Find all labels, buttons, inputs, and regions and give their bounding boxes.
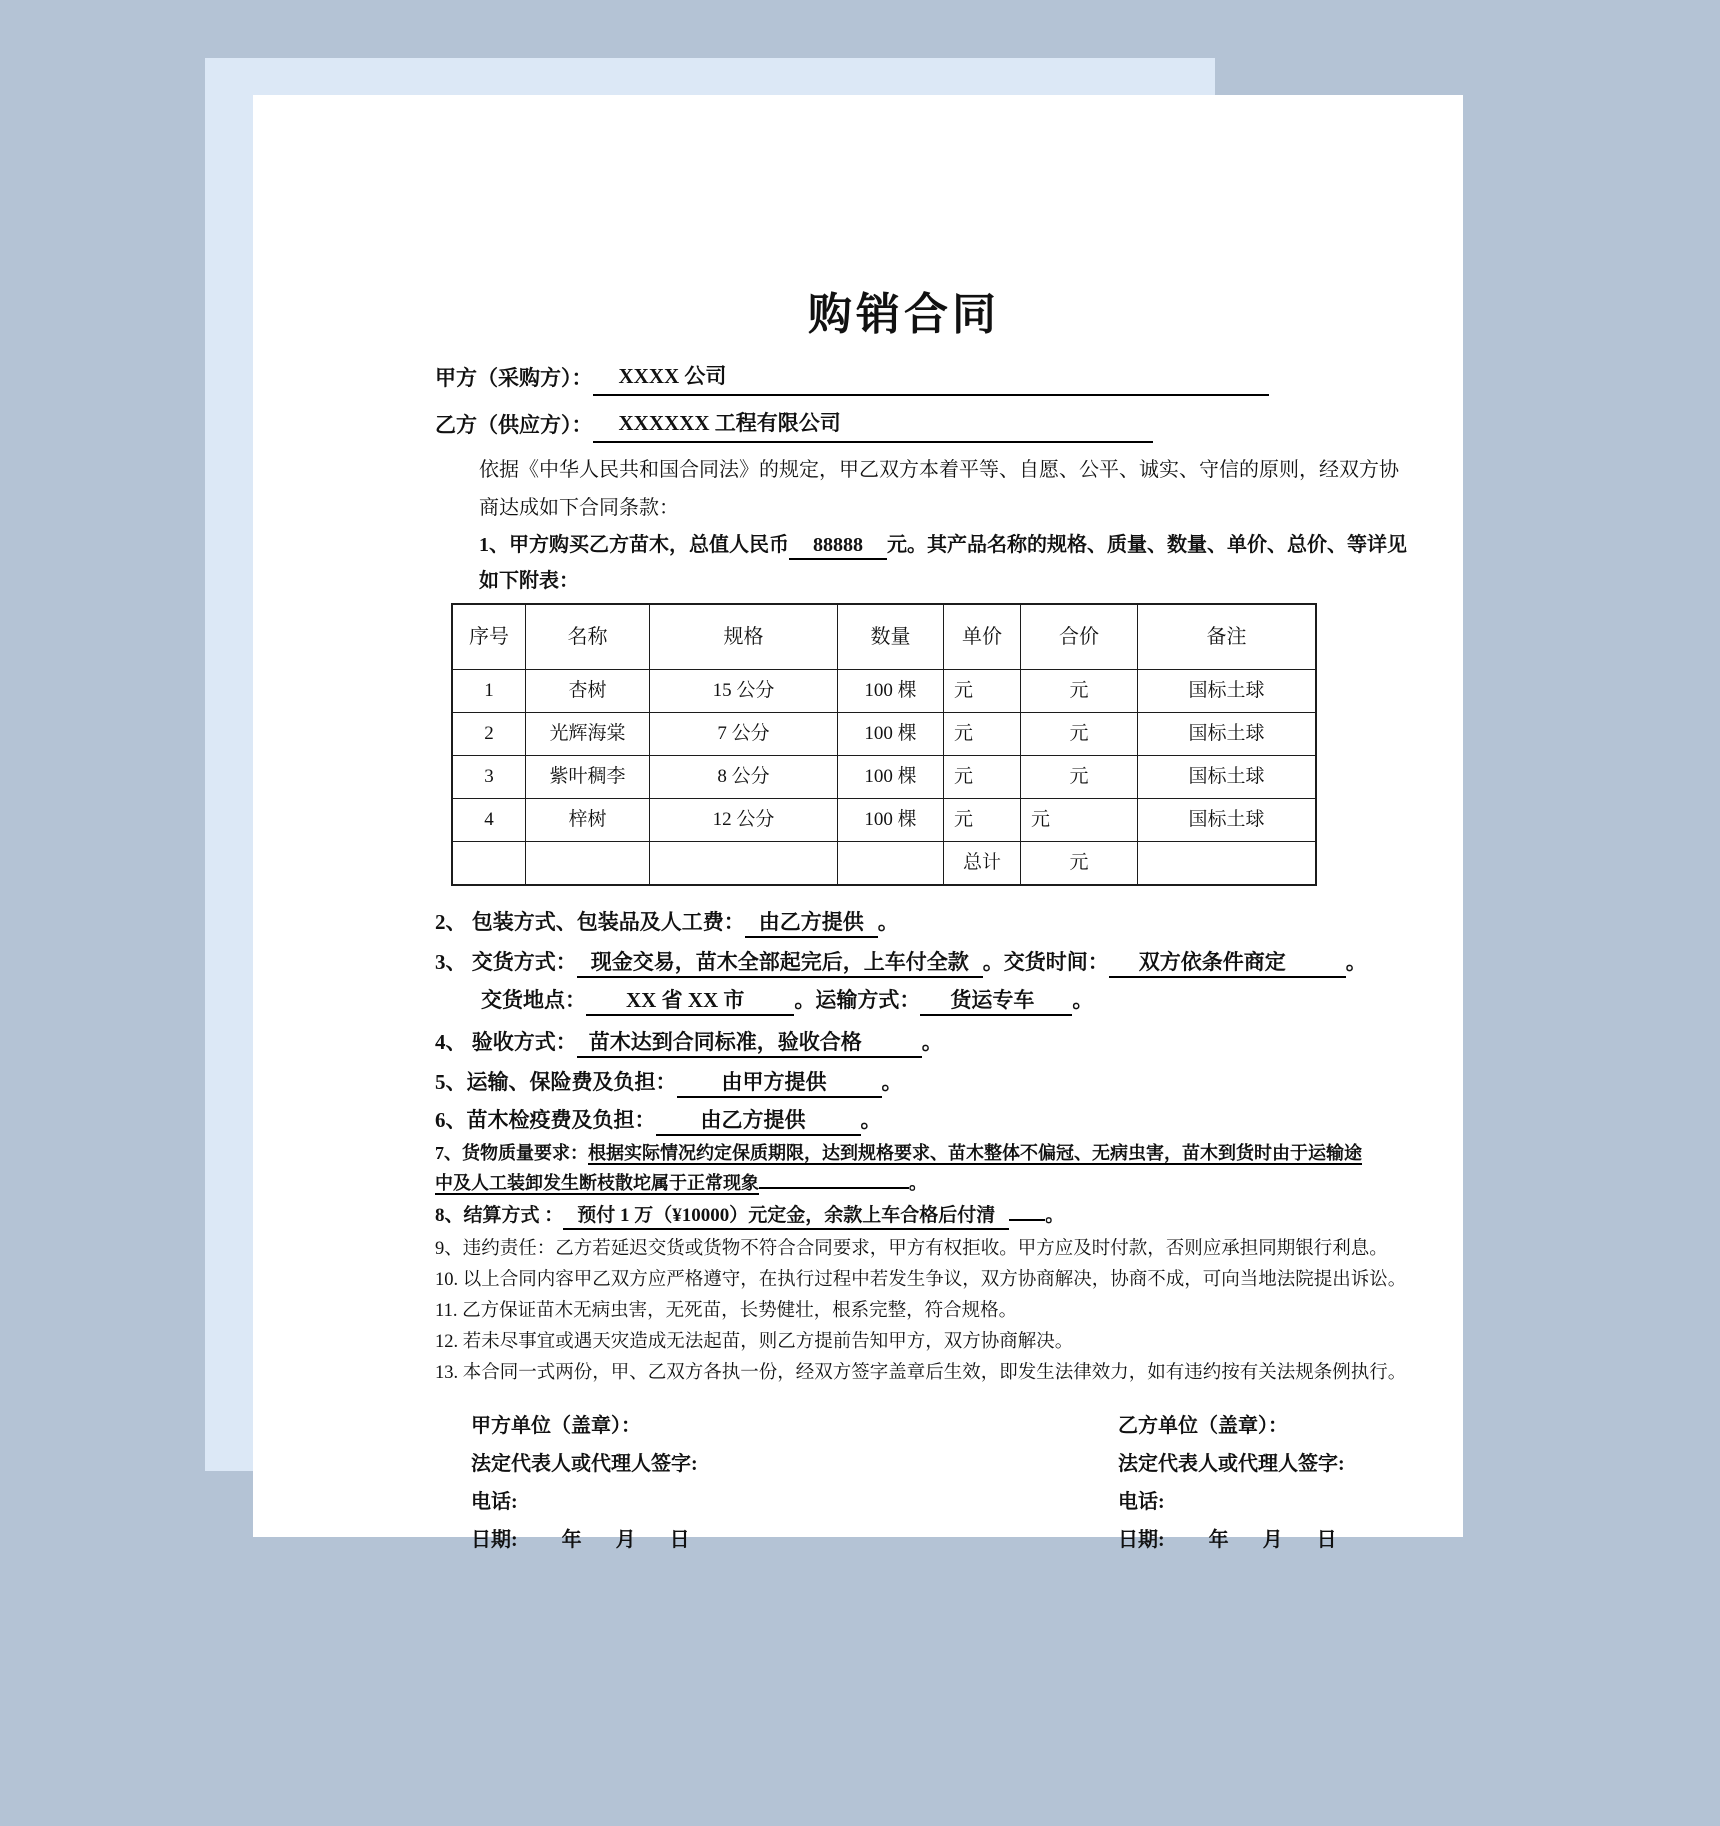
cell-index <box>452 842 526 886</box>
cell-name: 紫叶稠李 <box>526 756 650 799</box>
clause-6: 6、苗木检疫费及负担： 由乙方提供 。 <box>435 1106 1373 1134</box>
cell-quantity: 100 棵 <box>838 670 944 713</box>
products-table <box>451 603 1317 886</box>
party-a-label: 甲方（采购方）： <box>435 366 593 390</box>
settlement-value: 预付 1 万（¥10000）元定金，余款上车合格后付清 <box>563 1205 1009 1230</box>
contract-page <box>253 95 1463 1551</box>
header-total-price: 合价 <box>1021 604 1138 670</box>
cell-total-price: 元 <box>1021 842 1138 886</box>
cell-total-price: 元 <box>1021 670 1138 713</box>
party-a-line <box>435 360 1373 396</box>
intro-paragraph: 依据《中华人民共和国合同法》的规定，甲乙双方本着平等、自愿、公平、诚实、守信的原则，经双方协商达成如下合同条款： <box>479 459 1399 519</box>
party-b-sign-label: 法定代表人或代理人签字: <box>1118 1453 1345 1475</box>
acceptance-value: 苗木达到合同标准，验收合格 <box>577 1030 922 1058</box>
clause-3: 3、 交货方式： 现金交易，苗木全部起完后，上车付全款 。交货时间： 双方依条件商定 。 <box>435 948 1373 976</box>
cell-index: 3 <box>452 756 526 799</box>
clause-7: 7、货物质量要求：根据实际情况约定保质期限，达到规格要求、苗木整体不偏冠、无病虫害，苗木到货时由于运输途中及人工装卸发生断枝散坨属于正常现象 。 <box>435 1143 1362 1193</box>
clause-8: 8、结算方式 ： 预付 1 万（¥10000）元定金，余款上车合格后付清 。 <box>435 1202 1373 1230</box>
party-b-line <box>435 407 1373 443</box>
cell-name <box>526 842 650 886</box>
cell-index: 2 <box>452 713 526 756</box>
cell-remark: 国标土球 <box>1138 799 1317 842</box>
cell-name: 光辉海棠 <box>526 713 650 756</box>
cell-unit-price: 元 <box>944 713 1021 756</box>
year-label: 年 <box>561 1529 582 1551</box>
header-unit-price: 单价 <box>944 604 1021 670</box>
party-a-sign-label: 法定代表人或代理人签字: <box>471 1453 698 1475</box>
signature-block <box>435 1416 1373 1568</box>
cell-quantity: 100 棵 <box>838 713 944 756</box>
clause-10: 10. 以上合同内容甲乙双方应严格遵守，在执行过程中若发生争议，双方协商解决，协商不成，可向当地法院提出诉讼。 <box>435 1270 1407 1290</box>
delivery-place-value: XX 省 XX 市 <box>586 988 794 1016</box>
cell-index: 1 <box>452 670 526 713</box>
day-label: 日 <box>669 1529 690 1551</box>
cell-remark: 国标土球 <box>1138 670 1317 713</box>
header-index: 序号 <box>452 604 526 670</box>
cell-spec: 7 公分 <box>650 713 838 756</box>
party-b-seal-label: 乙方单位（盖章）： <box>1118 1415 1288 1437</box>
party-b-value: XXXXXX 工程有限公司 <box>593 407 1153 443</box>
clause-13: 13. 本合同一式两份，甲、乙双方各执一份，经双方签字盖章后生效，即发生法律效力，如有违约按有关法规条例执行。 <box>435 1363 1407 1383</box>
clause-3-line2: 交货地点： XX 省 XX 市 。运输方式： 货运专车 。 <box>481 986 1373 1014</box>
header-quantity: 数量 <box>838 604 944 670</box>
cell-spec <box>650 842 838 886</box>
cell-total-price: 元 <box>1021 799 1138 842</box>
party-b-label: 乙方（供应方）： <box>435 413 593 437</box>
table-row <box>452 713 1316 756</box>
party-a-signature-column <box>435 1416 1118 1568</box>
cell-spec: 15 公分 <box>650 670 838 713</box>
underline-extension <box>759 1187 909 1189</box>
cell-total-label: 总计 <box>944 842 1021 886</box>
month-label: 月 <box>615 1529 636 1551</box>
party-b-signature-column <box>1118 1416 1373 1568</box>
cell-total-price: 元 <box>1021 756 1138 799</box>
party-a-value: XXXX 公司 <box>593 360 1269 396</box>
table-row <box>452 670 1316 713</box>
party-a-phone-label: 电话: <box>471 1491 518 1513</box>
cell-unit-price: 元 <box>944 756 1021 799</box>
cell-unit-price: 元 <box>944 799 1021 842</box>
table-row <box>452 756 1316 799</box>
table-row <box>452 799 1316 842</box>
cell-name: 杏树 <box>526 670 650 713</box>
delivery-method-value: 现金交易，苗木全部起完后，上车付全款 <box>577 950 983 978</box>
cell-index: 4 <box>452 799 526 842</box>
cell-unit-price: 元 <box>944 670 1021 713</box>
clause-2: 2、 包装方式、包装品及人工费： 由乙方提供 。 <box>435 908 1373 936</box>
cell-quantity <box>838 842 944 886</box>
party-b-date-line: 日期: 年 月 日 <box>1118 1529 1337 1551</box>
transport-method-value: 货运专车 <box>920 988 1072 1016</box>
contract-title: 购销合同 <box>808 290 1000 339</box>
clause-5: 5、运输、保险费及负担： 由甲方提供 。 <box>435 1068 1373 1096</box>
clause-1-prefix: 1、甲方购买乙方苗木，总值人民币 <box>479 534 789 556</box>
cell-remark: 国标土球 <box>1138 713 1317 756</box>
contract-amount: 88888 <box>789 534 887 560</box>
cell-quantity: 100 棵 <box>838 756 944 799</box>
quarantine-value: 由乙方提供 <box>656 1108 861 1136</box>
party-a-seal-label: 甲方单位（盖章）： <box>471 1415 641 1437</box>
cell-spec: 12 公分 <box>650 799 838 842</box>
day-label: 日 <box>1316 1529 1337 1551</box>
cell-name: 梓树 <box>526 799 650 842</box>
delivery-time-value: 双方依条件商定 <box>1109 950 1346 978</box>
cell-remark: 国标土球 <box>1138 756 1317 799</box>
party-b-phone-label: 电话: <box>1118 1491 1165 1513</box>
clause-11: 11. 乙方保证苗木无病虫害，无死苗，长势健壮，根系完整，符合规格。 <box>435 1301 1018 1321</box>
cell-quantity: 100 棵 <box>838 799 944 842</box>
clause-12: 12. 若未尽事宜或遇天灾造成无法起苗，则乙方提前告知甲方，双方协商解决。 <box>435 1332 1074 1352</box>
contract-content <box>253 95 1463 1568</box>
year-label: 年 <box>1208 1529 1229 1551</box>
quality-requirement-value: 根据实际情况约定保质期限，达到规格要求、苗木整体不偏冠、无病虫害，苗木到货时由于运输途中及人工装卸发生断枝散坨属于正常现象 <box>435 1143 1362 1193</box>
table-total-row <box>452 842 1316 886</box>
cell-spec: 8 公分 <box>650 756 838 799</box>
clause-2-value: 由乙方提供 <box>745 910 878 938</box>
table-header-row <box>452 604 1316 670</box>
header-spec: 规格 <box>650 604 838 670</box>
clause-4: 4、 验收方式： 苗木达到合同标准，验收合格 。 <box>435 1028 1373 1056</box>
header-name: 名称 <box>526 604 650 670</box>
month-label: 月 <box>1262 1529 1283 1551</box>
party-a-date-line: 日期: 年 月 日 <box>471 1529 690 1551</box>
clause-9: 9、违约责任：乙方若延迟交货或货物不符合合同要求，甲方有权拒收。甲方应及时付款，否则应承担同期银行利息。 <box>435 1239 1388 1259</box>
insurance-value: 由甲方提供 <box>677 1070 882 1098</box>
cell-total-price: 元 <box>1021 713 1138 756</box>
clause-1-suffix: 元。其产品名称的规格、质量、数量、单价、总价、等详见如下附表： <box>479 534 1407 592</box>
cell-remark <box>1138 842 1317 886</box>
clause-1 <box>479 527 1417 599</box>
underline-extension <box>1009 1219 1045 1221</box>
header-remark: 备注 <box>1138 604 1317 670</box>
